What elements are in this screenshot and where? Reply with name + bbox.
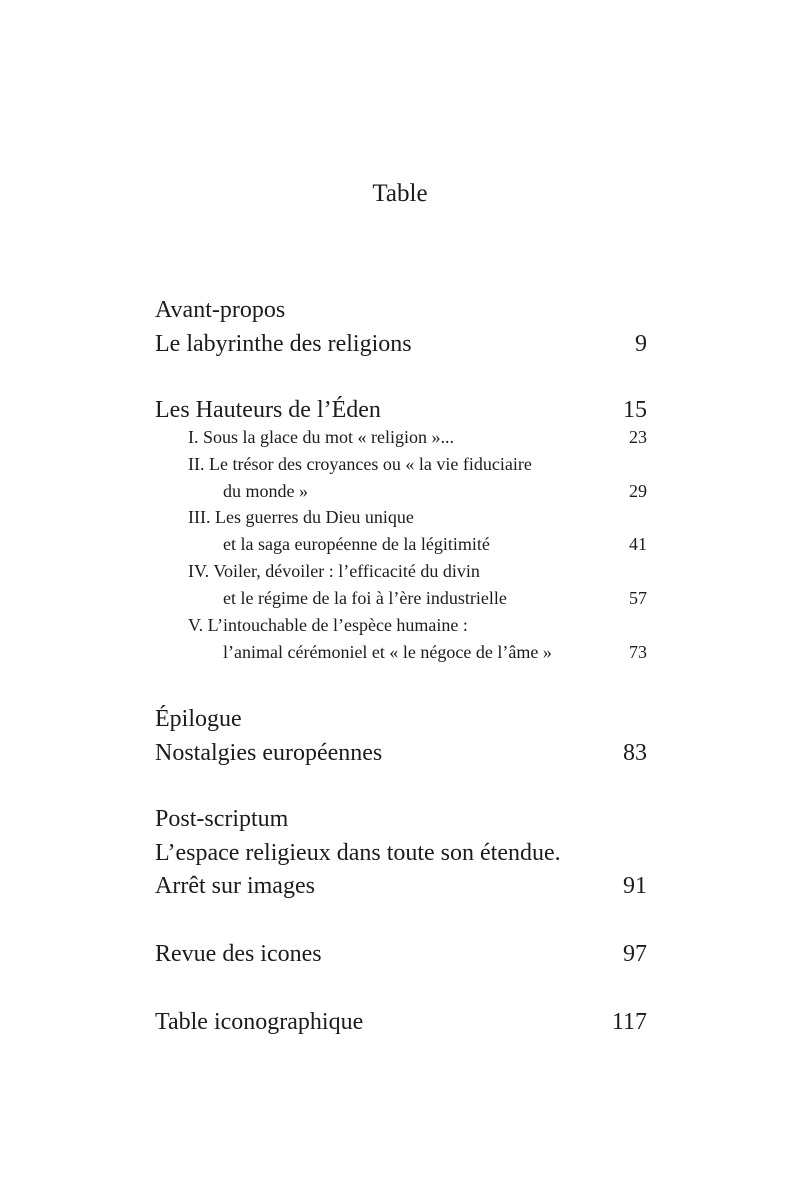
toc-entry[interactable] [155,327,647,361]
toc-subentry-continued[interactable] [155,531,647,558]
page-number: 97 [623,941,647,967]
toc-subentry[interactable] [155,424,647,451]
hauteurs-title: Les Hauteurs de l’Éden [155,397,381,423]
table-iconographique-title: Table iconographique [155,1009,364,1035]
chapter-title-continued: et le régime de la foi à l’ère industrielle [223,588,507,608]
revue-title: Revue des icones [155,941,322,967]
post-scriptum-label: Post-scriptum [155,806,289,832]
page-number: 57 [629,588,647,608]
toc-subentry[interactable] [155,504,647,531]
toc-entry[interactable] [155,836,647,870]
chapter-title: I. Sous la glace du mot « religion »... [188,427,454,447]
toc-subentry[interactable] [155,451,647,478]
toc-subentry[interactable] [155,612,647,639]
toc-entry[interactable] [155,736,647,770]
chapter-title: IV. Voiler, dévoiler : l’efficacité du divin [188,561,480,581]
epilogue-title: Nostalgies européennes [155,740,383,766]
chapter-title: II. Le trésor des croyances ou « la vie fiduciaire [188,454,532,474]
page-number: 91 [623,873,647,899]
epilogue-label: Épilogue [155,706,242,732]
toc-subentry-continued[interactable] [155,478,647,505]
toc-section-label [155,293,647,327]
toc-entry[interactable] [155,937,647,971]
page-number: 15 [623,397,647,423]
chapter-title: V. L’intouchable de l’espèce humaine : [188,615,468,635]
chapter-title-continued: l’animal cérémoniel et « le négoce de l’âme » [223,642,552,662]
page-number: 29 [629,481,647,501]
page-number: 83 [623,740,647,766]
toc-subentry-continued[interactable] [155,639,647,666]
toc-entry[interactable] [155,393,647,427]
page-number: 73 [629,642,647,662]
page-number: 9 [635,331,647,357]
toc-section-label [155,802,647,836]
chapter-title-continued: et la saga européenne de la légitimité [223,534,490,554]
page-number: 117 [611,1009,647,1035]
toc-section-label [155,702,647,736]
page-number: 23 [629,427,647,447]
toc-entry-continued[interactable] [155,869,647,903]
post-scriptum-title-continued: Arrêt sur images [155,873,315,899]
toc-entry[interactable] [155,1005,647,1039]
chapter-title-continued: du monde » [223,481,308,501]
post-scriptum-title: L’espace religieux dans toute son étendue. [155,840,561,866]
toc-subentry-continued[interactable] [155,585,647,612]
chapter-title: III. Les guerres du Dieu unique [188,507,414,527]
toc-subentry[interactable] [155,558,647,585]
page-title: Table [372,180,428,207]
avant-propos-title: Le labyrinthe des religions [155,331,412,357]
avant-propos-label: Avant-propos [155,297,286,323]
page-number: 41 [629,534,647,554]
